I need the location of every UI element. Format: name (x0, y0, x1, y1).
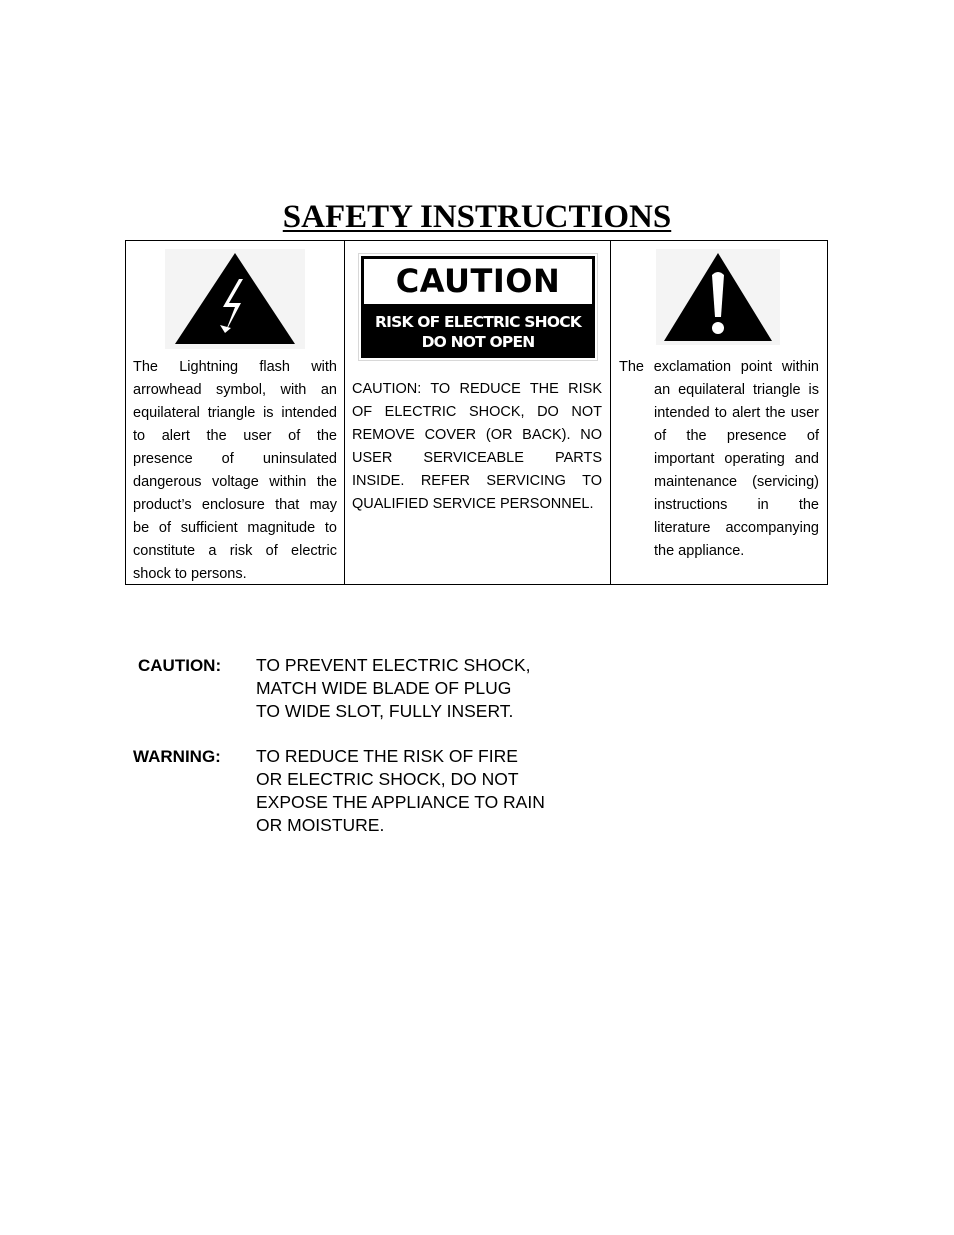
exclamation-symbol-cell (611, 241, 827, 584)
caution-label-description: CAUTION: TO REDUCE THE RISK OF ELECTRIC SHOCK, DO NOT REMOVE COVER (OR BACK). NO USER SERVICEABLE PARTS INSIDE. REFER SERVICING TO QUALIFIED SERVICE PERSONNEL. (352, 381, 602, 512)
lightning-warning-triangle-icon (165, 249, 305, 349)
warning-notice-label: WARNING: (133, 747, 221, 766)
exclamation-warning-triangle-icon (656, 249, 780, 345)
warning-notice-line: OR ELECTRIC SHOCK, DO NOT (256, 769, 519, 789)
warning-notice-line: OR MOISTURE. (256, 815, 385, 835)
caution-notice-line: TO WIDE SLOT, FULLY INSERT. (256, 701, 514, 721)
caution-notice-line: MATCH WIDE BLADE OF PLUG (256, 678, 512, 698)
warning-notice-line: EXPOSE THE APPLIANCE TO RAIN (256, 792, 545, 812)
caution-label-line-2: DO NOT OPEN (421, 333, 535, 351)
caution-notice-text (256, 654, 531, 723)
safety-symbols-table (125, 240, 828, 585)
caution-label-banner (364, 304, 592, 355)
caution-notice-label: CAUTION: (138, 656, 222, 675)
warning-notice-line: TO REDUCE THE RISK OF FIRE (256, 746, 518, 766)
page-title: SAFETY INSTRUCTIONS (282, 199, 672, 235)
caution-label-image (358, 253, 598, 361)
caution-label-heading: CAUTION (395, 262, 561, 300)
lightning-symbol-description: The Lightning flash with arrowhead symbol, with an equilateral triangle is intended to alert the user of the presence of uninsulated dangerous voltage within the product’s enclosure that may be of sufficient magnitude to constitute a risk of electric shock to persons. (133, 359, 337, 582)
caution-notice-line: TO PREVENT ELECTRIC SHOCK, (256, 655, 531, 675)
caution-label-line-1: RISK OF ELECTRIC SHOCK (374, 313, 581, 331)
lightning-symbol-cell (126, 241, 345, 584)
caution-label-cell (345, 241, 611, 584)
exclamation-symbol-description: The exclamation point within an equilateral triangle is intended to alert the user of the presence of important operating and maintenance (servicing) instructions in the literature accompanying the appliance. (619, 359, 819, 559)
warning-notice-text (256, 745, 545, 837)
